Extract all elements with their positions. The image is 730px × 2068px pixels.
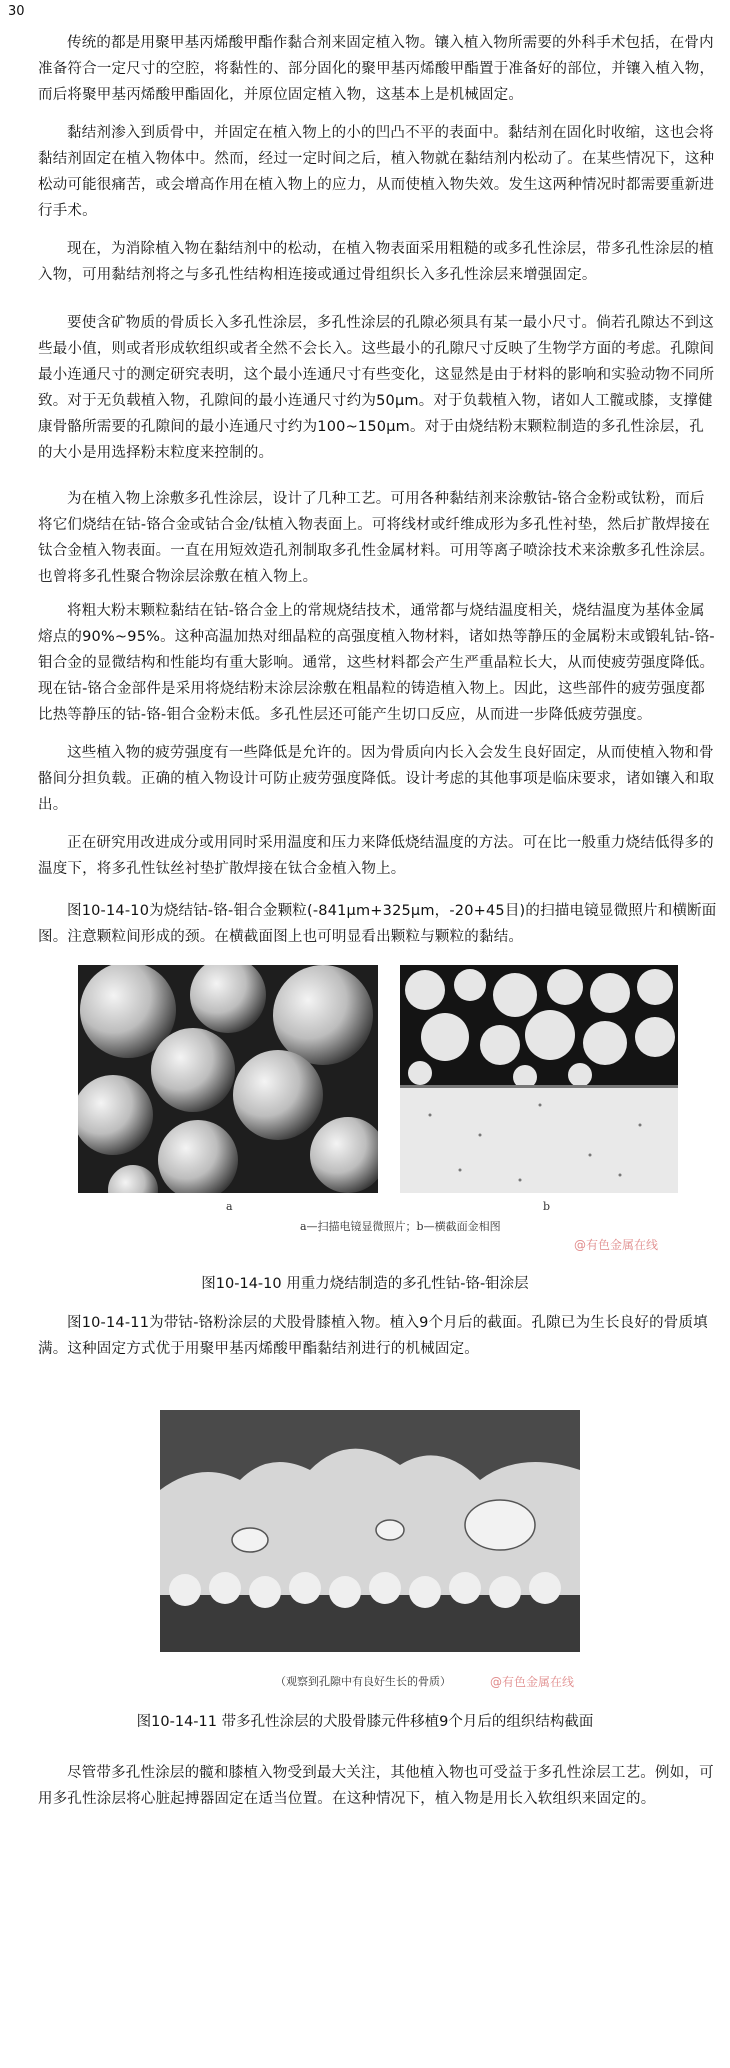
figure1-caption: 图10-14-10 用重力烧结制造的多孔性钴-铬-钼涂层 bbox=[201, 1276, 529, 1292]
figure1-label-b: b bbox=[543, 1200, 551, 1213]
paragraph-6: 将粗大粉末颗粒黏结在钴-铬合金上的常规烧结技术，通常都与烧结温度相关，烧结温度为基体金属熔点的90%~95%。这种高温加热对细晶粒的高强度植入物材料，诸如热等静压的金属粉末或锻轧钴-铬-钼合金的显微结构和性能均有重大影响。通常，这些材料都会产生严重晶粒长大，从而使疲劳强度降低。现在钴-铬合金部件是采用将烧结粉末涂层涂敷在粗晶粒的铸造植入物上。因此，这些部件的疲劳强度都比热等静压的钴-铬-钼合金粉末低。多孔性层还可能产生切口反应，从而进一步降低疲劳强度。 bbox=[38, 603, 715, 723]
paragraph-4: 要使含矿物质的骨质长入多孔性涂层，多孔性涂层的孔隙必须具有某一最小尺寸。倘若孔隙达不到这些最小值，则或者形成软组织或者全然不会长入。这些最小的孔隙尺寸反映了生物学方面的考虑。孔隙间最小连通尺寸的测定研究表明，这个最小连通尺寸有些变化，这显然是由于材料的影响和实验动物不同所致。对于无负载植入物，孔隙间的最小连通尺寸约为50μm。对于负载植入物，诸如人工髋或膝，支撑健康骨骼所需要的孔隙间的最小连通尺寸约为100~150μm。对于由烧结粉末颗粒制造的多孔性涂层，孔的大小是用选择粉末粒度来控制的。 bbox=[38, 315, 715, 461]
figure1-watermark: @有色金属在线 bbox=[574, 1238, 659, 1252]
sem-particles-image bbox=[78, 965, 378, 1193]
paragraph-11: 尽管带多孔性涂层的髋和膝植入物受到最大关注，其他植入物也可受益于多孔性涂层工艺。例如，可用多孔性涂层将心脏起搏器固定在适当位置。在这种情况下，植入物是用长入软组织来固定的。 bbox=[38, 1765, 714, 1807]
figure2-caption: 图10-14-11 带多孔性涂层的犬股骨膝元件移植9个月后的组织结构截面 bbox=[136, 1714, 594, 1730]
paragraph-8: 正在研究用改进成分或用同时采用温度和压力来降低烧结温度的方法。可在比一般重力烧结低得多的温度下，将多孔性钛丝衬垫扩散焊接在钛合金植入物上。 bbox=[38, 835, 714, 877]
paragraph-10: 图10-14-11为带钴-铬粉涂层的犬股骨膝植入物。植入9个月后的截面。孔隙已为生长良好的骨质填满。这种固定方式优于用聚甲基丙烯酸甲酯黏结剂进行的机械固定。 bbox=[38, 1315, 708, 1357]
implant-section-image bbox=[160, 1410, 580, 1652]
paragraph-2: 黏结剂渗入到质骨中，并固定在植入物上的小的凹凸不平的表面中。黏结剂在固化时收缩，这也会将黏结剂固定在植入物体中。然而，经过一定时间之后，植入物就在黏结剂内松动了。在某些情况下，这种松动可能很痛苦，或会增高作用在植入物上的应力，从而使植入物失效。发生这两种情况时都需要重新进行手术。 bbox=[38, 125, 715, 219]
paragraph-3: 现在，为消除植入物在黏结剂中的松动，在植入物表面采用粗糙的或多孔性涂层，带多孔性涂层的植入物，可用黏结剂将之与多孔性结构相连接或通过骨组织长入多孔性涂层来增强固定。 bbox=[38, 241, 714, 283]
figure-implant-section bbox=[160, 1410, 580, 1652]
cross-section-image bbox=[400, 965, 678, 1193]
figure-sem-micrograph bbox=[78, 965, 378, 1193]
paragraph-5: 为在植入物上涂敷多孔性涂层，设计了几种工艺。可用各种黏结剂来涂敷钴-铬合金粉或钛粉，而后将它们烧结在钴-铬合金或钴合金/钛植入物表面上。可将线材或纤维成形为多孔性衬垫，然后扩散焊接在钛合金植入物表面。一直在用短效造孔剂制取多孔性金属材料。可用等离子喷涂技术来涂敷多孔性涂层。也曾将多孔性聚合物涂层涂敷在植入物上。 bbox=[38, 491, 715, 585]
figure2-watermark: @有色金属在线 bbox=[490, 1675, 575, 1689]
figure2-subcaption: （观察到孔隙中有良好生长的骨质） bbox=[275, 1675, 451, 1688]
paragraph-1: 传统的都是用聚甲基丙烯酸甲酯作黏合剂来固定植入物。镶入植入物所需要的外科手术包括，在骨内准备符合一定尺寸的空腔，将黏性的、部分固化的聚甲基丙烯酸甲酯置于准备好的部位，并镶入植入物，而后将聚甲基丙烯酸甲酯固化，并原位固定植入物，这基本上是机械固定。 bbox=[38, 35, 715, 103]
figure-cross-section bbox=[400, 965, 678, 1193]
paragraph-7: 这些植入物的疲劳强度有一些降低是允许的。因为骨质向内长入会发生良好固定，从而使植入物和骨骼间分担负载。正确的植入物设计可防止疲劳强度降低。设计考虑的其他事项是临床要求，诸如镶入和取出。 bbox=[38, 745, 715, 813]
figure1-label-a: a bbox=[226, 1200, 233, 1213]
figure1-subcaption: a—扫描电镜显微照片；b—横截面金相图 bbox=[300, 1220, 501, 1233]
paragraph-9: 图10-14-10为烧结钴-铬-钼合金颗粒(-841μm+325μm，-20+45目)的扫描电镜显微照片和横断面图。注意颗粒间形成的颈。在横截面图上也可明显看出颗粒与颗粒的黏结。 bbox=[38, 903, 717, 945]
page-number: 30 bbox=[8, 4, 25, 19]
